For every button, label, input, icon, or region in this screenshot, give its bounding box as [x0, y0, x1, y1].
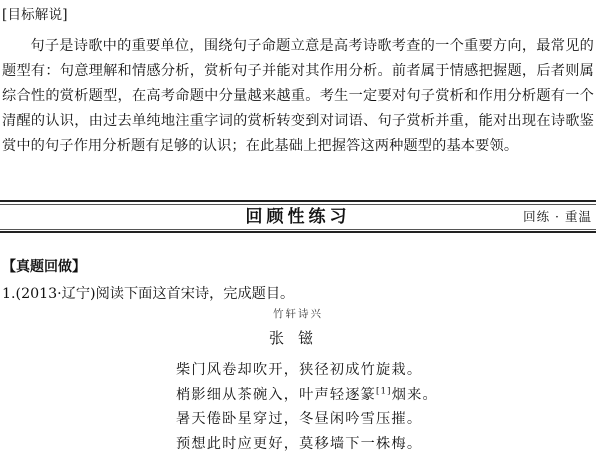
band-rule-bottom: [0, 229, 596, 230]
band-rule-top-thin: [0, 204, 596, 205]
poem-body: [176, 358, 438, 456]
section-band: [0, 200, 596, 231]
poem-line: 梢影细从茶碗入，叶声轻逐篆[1]烟来。: [176, 385, 438, 403]
poem-line: 柴门风卷却吹开，狭径初成竹旋栽。: [176, 362, 423, 378]
footnote-marker[interactable]: [1]: [376, 385, 392, 396]
question-prompt: 1.(2013·辽宁)阅读下面这首宋诗，完成题目。: [2, 286, 295, 302]
intro-paragraph: 句子是诗歌中的重要单位，围绕句子命题立意是高考诗歌考查的一个重要方向，最常见的题型有：句意理解和情感分析，赏析句子并能对其作用分析。前者属于情感把握题，后者则属综合性的赏析题型，在高考命题中分量越来越重。考生一定要对句子赏析和作用分析题有一个清醒的认识，由过去单纯地注重字词的赏析转变到对词语、句子赏析并重，能对出现在诗歌鉴赏中的句子作用分析题有足够的认识；在此基础上把握答这两种题型的基本要领。: [2, 38, 594, 154]
review-tag: 【真题回做】: [2, 259, 86, 275]
band-subtitle: 回练 · 重温: [523, 209, 592, 224]
poem-line: 暑天倦卧星穿过，冬昼闲吟雪压摧。: [176, 411, 423, 427]
section-tag: [目标解说]: [2, 7, 68, 23]
band-rule-top: [0, 200, 596, 202]
poem-author: 张镃: [268, 329, 327, 347]
band-rule-bottom-thick: [0, 231, 596, 233]
poem-line: 预想此时应更好，莫移墙下一株梅。: [176, 435, 423, 452]
band-title: 回顾性练习: [245, 207, 351, 227]
poem-title: 竹轩诗兴: [273, 308, 323, 320]
